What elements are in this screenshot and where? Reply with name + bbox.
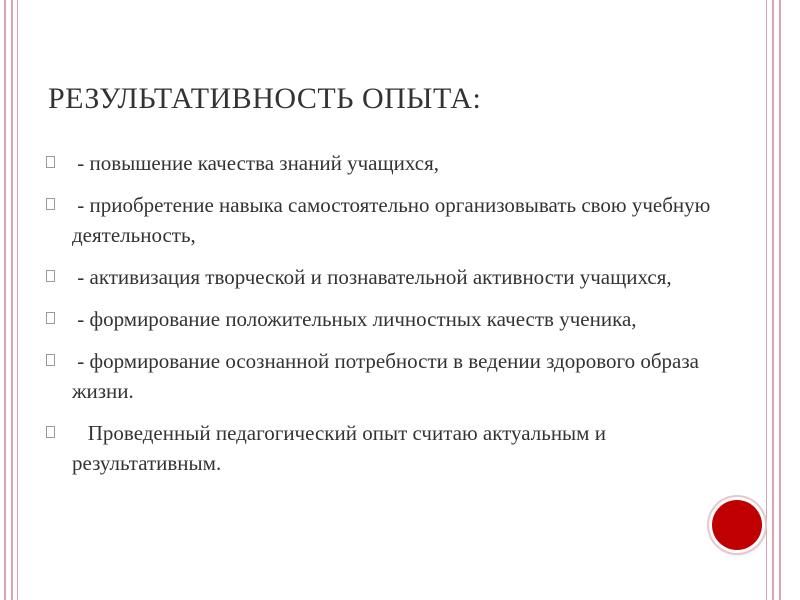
list-item [44, 418, 724, 478]
bullet-text: Проведенный педагогический опыт считаю актуальным и результативным. [72, 421, 612, 475]
right-border-line [779, 0, 781, 600]
slide-title: РЕЗУЛЬТАТИВНОСТЬ ОПЫТА: [48, 82, 482, 115]
right-border-line [772, 0, 774, 600]
list-item [44, 304, 724, 334]
list-item [44, 262, 724, 292]
right-border-line [766, 0, 767, 600]
left-border-line [11, 0, 13, 600]
list-item [44, 346, 724, 406]
red-circle-decoration [712, 500, 762, 550]
bullet-marker-icon [46, 426, 55, 438]
bullet-text: - приобретение навыка самостоятельно организовывать свою учебную деятельность, [72, 193, 716, 247]
bullet-marker-icon [46, 270, 55, 282]
bullet-marker-icon [46, 156, 55, 168]
bullet-text: - повышение качества знаний учащихся, [72, 151, 440, 175]
bullet-marker-icon [46, 198, 55, 210]
left-border-line [17, 0, 18, 600]
list-item [44, 190, 724, 250]
left-border-line [4, 0, 6, 600]
bullet-marker-icon [46, 354, 55, 366]
list-item [44, 148, 724, 178]
bullet-text: - формирование положительных личностных качеств ученика, [72, 307, 637, 331]
bullet-text: - формирование осознанной потребности в ведении здорового образа жизни. [72, 349, 705, 403]
bullet-marker-icon [46, 312, 55, 324]
bullet-list [44, 148, 724, 490]
bullet-text: - активизация творческой и познавательной активности учащихся, [72, 265, 672, 289]
